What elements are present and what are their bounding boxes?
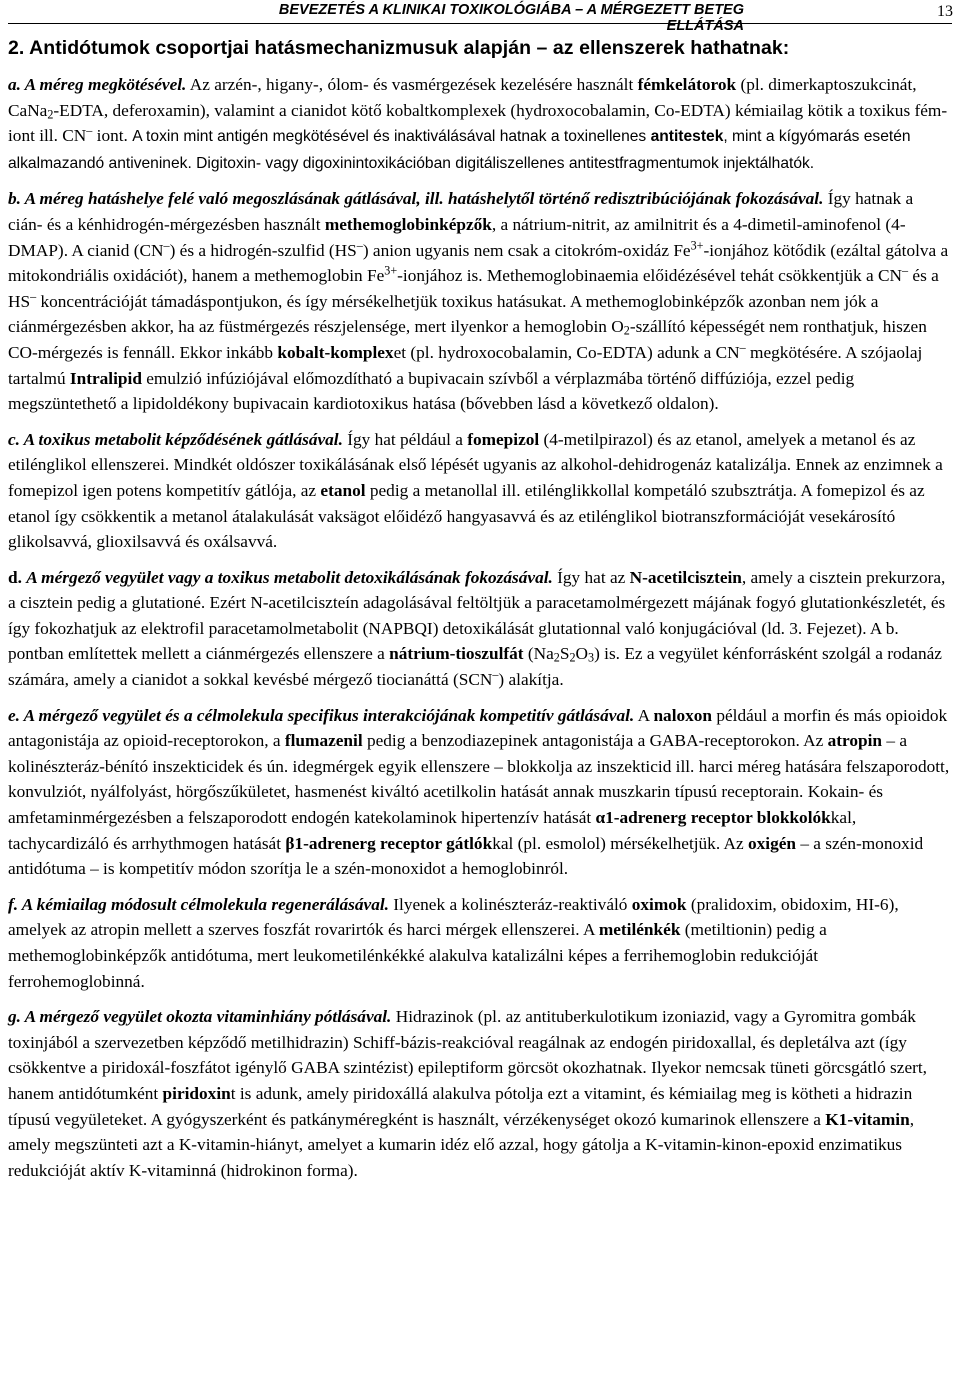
paragraph-d-heading: A mérgező vegyület vagy a toxikus metabolit detoxikálásának fokozásával.	[26, 567, 553, 587]
section-title: 2. Antidótumok csoportjai hatásmechanizmusuk alapján – az ellenszerek hathatnak:	[8, 37, 790, 59]
bold-term: kobalt-komplex	[277, 342, 394, 362]
paragraph-text: A	[634, 705, 654, 725]
paragraph-e-heading: e. A mérgező vegyület és a célmolekula specifikus interakciójának kompetitív gátlásával.	[8, 705, 635, 725]
document-body	[8, 72, 952, 1183]
paragraph-text: Hidrazinok (pl. az antituberkulotikum izoniazid, vagy a Gyromitra gombák toxinjából a szervezetben képződő metilhidrazin) Schiff-bázis-reakcióval reagálnak az endogén piridoxallal, és depletálva azt (így csökkentve a piridoxál-foszfátot igénylő GABA szintézist) epileptiform görcsöt okozhatnak. Ilyekor nemcsak tüneti görcsgátló szert, hanem antidótumként	[8, 1007, 928, 1103]
paragraph-g-heading: g. A mérgező vegyület okozta vitaminhiány pótlásával.	[8, 1007, 392, 1027]
bold-term: atropin	[827, 731, 883, 751]
paragraph-a	[8, 72, 952, 176]
paragraph-text: , amely megszünteti azt a K-vitamin-hiányt, amelyet a kumarin idéz elő azzal, hogy gátolja a K-vitamin-kinon-epoxid enzimatikus redukcióját aktív K-vitaminná (hidrokinon forma).	[8, 1109, 915, 1180]
paragraph-text: Ilyenek a kolinészteráz-reaktiváló	[388, 894, 632, 914]
bold-term: oxigén	[747, 833, 796, 853]
paragraph-text: ) anion ugyanis nem csak a citokróm-oxidáz Fe	[362, 240, 691, 260]
paragraph-text: pedig a metanollal ill. etilénglikkollal kompetáló szubsztrátja. A fomepizol és az etanol így csökkentik a metanol átalakulását vaksägot előidéző hangyasavvá és az etilénglikol biotranszformációját vesekárosító glikolsavvá, glioxilsavvá és oxálsavvá.	[8, 480, 925, 552]
paragraph-text: -EDTA, deferoxamin), valamint a cianidot kötő kobaltkomplexek (hydroxocobalamin, Co-EDTA) kémiailag kötik a toxikus fém-iont ill. CN	[8, 100, 948, 146]
bold-term: etanol	[320, 480, 366, 500]
subscript: 2	[47, 107, 54, 122]
superscript: –	[163, 237, 170, 252]
paragraph-text: kal (pl. esmolol) mérsékelhetjük. Az	[492, 833, 748, 853]
paragraph-text: , a nátrium-nitrit, az amilnitrit és a 4-dimetil-aminofenol (4-DMAP). A cianid (CN	[8, 214, 906, 260]
bold-term: flumazenil	[284, 731, 363, 751]
superscript: –	[356, 237, 363, 252]
subscript: 2	[553, 650, 560, 665]
paragraph-text: – a kolinészteráz-bénító inszekticidek és ún. idegmérgek egyik ellenszere – blokkolja az inszekticid ill. harci méreg hatására felszaporodott, konvulziót, nyálfolyást, hörgőszűkületet, hasmenést kiváltó acetilkolin hatását annak muszkarin típusú receptorain. Kokain- és amfetaminmérgezésben a felszaporodott endogén katekolaminok hipertenzív hatását	[8, 731, 950, 828]
paragraph-f-heading: f. A kémiailag módosult célmolekula regenerálásával.	[8, 894, 389, 914]
paragraph-a-heading: a. A méreg megkötésével.	[8, 75, 187, 94]
superscript: –	[492, 667, 499, 682]
bold-term: metilénkék	[598, 920, 681, 940]
bold-term: antitestek	[650, 128, 724, 146]
paragraph-text: , amely a cisztein prekurzora, a cisztein pedig a glutationé. Ezért N-acetilciszteín adagolásával feltöltjük a paracetamolmérgezett májának fogyó glutationkészletét, és így fokozhatjuk az elektrofil paracetamolmetabolit (NAPBQI) detoxikálását glutationnal való konjugációval (ld. 3. Fejezet). A b. pontban említettek mellett a ciánmérgezés ellenszere a	[8, 567, 946, 664]
paragraph-text: ) alakítja.	[498, 670, 564, 690]
paragraph-b	[8, 186, 952, 416]
paragraph-text: et (pl. hydroxocobalamin, Co-EDTA) adunk a CN	[393, 342, 740, 362]
paragraph-text: Így hatnak a cián- és a kénhidrogén-mérgezésben használt	[8, 189, 914, 234]
paragraph-text: (Na	[523, 644, 554, 664]
superscript: –	[902, 263, 909, 278]
header-divider	[8, 23, 952, 24]
paragraph-d	[8, 565, 952, 693]
bold-term: methemoglobinképzők	[324, 214, 492, 234]
paragraph-text: Így hat az	[552, 567, 630, 587]
paragraph-text: iont.	[92, 126, 133, 146]
superscript: –	[86, 123, 93, 138]
bold-term: piridoxin	[162, 1083, 231, 1103]
paragraph-text: koncentrációját támadáspontjukon, és így mérsékelhetjük toxikus hatásukat. A methemoglobinképzők azonban nem jók a ciánmérgezésben akkor, ha az füstmérgezés részjelensége, mert ilyenkor a hemoglobin O	[8, 291, 879, 337]
paragraph-text: -szállító képességét nem ronthatjuk, hiszen CO-mérgezés is fennáll. Ekkor inkább	[8, 317, 927, 362]
bold-term: fémkelátorok	[637, 75, 737, 94]
paragraph-text: ) és a hidrogén-szulfid (HS	[169, 240, 357, 260]
page-number: 13	[937, 3, 953, 20]
paragraph-text: például a morfin és más opioidok antagonistája az opioid-receptorokon, a	[8, 705, 948, 751]
paragraph-text: Az arzén-, higany-, ólom- és vasmérgezések kezelésére használt	[186, 75, 638, 94]
paragraph-text: (metiltionin) pedig a methemoglobinképzők antidótuma, mert leukometilénkékké alakulva katalizálni képes a ferrihemoglobin redukcióját ferrohemoglobinná.	[8, 920, 827, 991]
paragraph-text: t is adunk, amely piridoxállá alakulva pótolja ezt a vitamint, és kémiailag meg is kötheti a hidrazin típusú vegyületeket. A gyógyszerként és patkányméregként is használt, vérzékenységet okozó kumarinok ellenszere a	[8, 1083, 913, 1129]
subscript: 2	[569, 650, 576, 665]
superscript: 3+	[384, 263, 398, 278]
bold-term: N-acetilcisztein	[629, 567, 742, 587]
bold-term: fomepizol	[467, 429, 540, 449]
paragraph-b-heading: b. A méreg hatáshelye felé való megoszlásának gátlásával, ill. hatáshelytől történő redisztribúciójának fokozásával.	[8, 189, 824, 209]
bold-term: oximok	[631, 894, 687, 914]
bold-term: K1-vitamin	[825, 1109, 910, 1129]
bold-term: Intralipid	[69, 368, 142, 388]
paragraph-text: S	[559, 644, 570, 664]
paragraph-g	[8, 1004, 952, 1183]
paragraph-e	[8, 703, 952, 882]
paragraph-text: A toxin mint antigén megkötésével és inaktiválásával hatnak a toxinellenes	[132, 128, 651, 146]
paragraph-text: emulzió infúziójával előmozdítható a bupivacain szívből a vérplazmába történő diffúziója, ezzel pedig megszüntethető a lipidoldékony bupivacain kardiotoxikus hatása (bővebben lásd a következő oldalon).	[8, 368, 855, 414]
paragraph-text: (pl. dimerkaptoszukcinát, CaNa	[8, 75, 917, 120]
paragraph-d-prefix: d.	[8, 567, 27, 587]
paragraph-text: , mint a kígyómarás esetén alkalmazandó antiveninek. Digitoxin- vagy digoxinintoxikációban digitáliszellenes antitestfragmentumok injektálhatók.	[8, 128, 911, 172]
bold-term: β1-adrenerg receptor gátlók	[285, 833, 493, 853]
paragraph-c	[8, 427, 952, 555]
paragraph-text: pedig a benzodiazepinek antagonistája a GABA-receptorokon. Az	[362, 731, 828, 751]
bold-term: α1-adrenerg receptor blokkolók	[595, 808, 831, 828]
subscript: 3	[588, 650, 595, 665]
superscript: –	[739, 340, 746, 355]
subscript: 2	[623, 323, 630, 338]
superscript: –	[30, 289, 37, 304]
paragraph-text: megkötésére. A szójaolaj tartalmú	[8, 342, 923, 388]
paragraph-text: Így hat például a	[342, 429, 468, 449]
paragraph-c-heading: c. A toxikus metabolit képződésének gátlásával.	[8, 429, 343, 449]
paragraph-text: és a HS	[8, 266, 939, 311]
paragraph-text: O	[575, 644, 589, 664]
paragraph-text: (pralidoxim, obidoxim, HI-6), amelyek az atropin mellett a szerves foszfát rovarirtók és harci mérgek ellenszerei. A	[8, 894, 899, 940]
paragraph-text: -ionjához kötődik (ezáltal gátolva a mitokondriális oxidációt), hanem a methemoglobin Fe	[8, 240, 949, 286]
bold-term: naloxon	[653, 705, 713, 725]
running-header: BEVEZETÉS A KLINIKAI TOXIKOLÓGIÁBA – A MÉRGEZETT BETEG ELLÁTÁSA	[278, 2, 744, 34]
paragraph-text: -ionjához is. Methemoglobinaemia előidézésével tehát csökkentjük a CN	[397, 266, 903, 286]
paragraph-text: – a szén-monoxid antidótuma – is kompetitív módon szorítja le a szén-monoxidot a hemoglobinról.	[8, 833, 924, 879]
bold-term: nátrium-tioszulfát	[389, 644, 524, 664]
paragraph-text: kal, tachycardizáló és arrhythmogen hatását	[8, 808, 857, 853]
superscript: 3+	[690, 237, 704, 252]
paragraph-f	[8, 892, 952, 994]
paragraph-text: ) is. Ez a vegyület kénforrásként szolgál a rodanáz számára, amely a cianidot a sokkal kevésbé mérgező tiocianáttá (SCN	[8, 644, 942, 690]
paragraph-text: (4-metilpirazol) és az etanol, amelyek a metanol és az etilénglikol ellenszerei. Mindkét oldószer toxikálásának első lépését ugyanis az alkohol-dehidrogenáz katalizálja. Ennek az enzimnek a fomepizol igen potens kompetitív gátlója, az	[8, 429, 943, 500]
